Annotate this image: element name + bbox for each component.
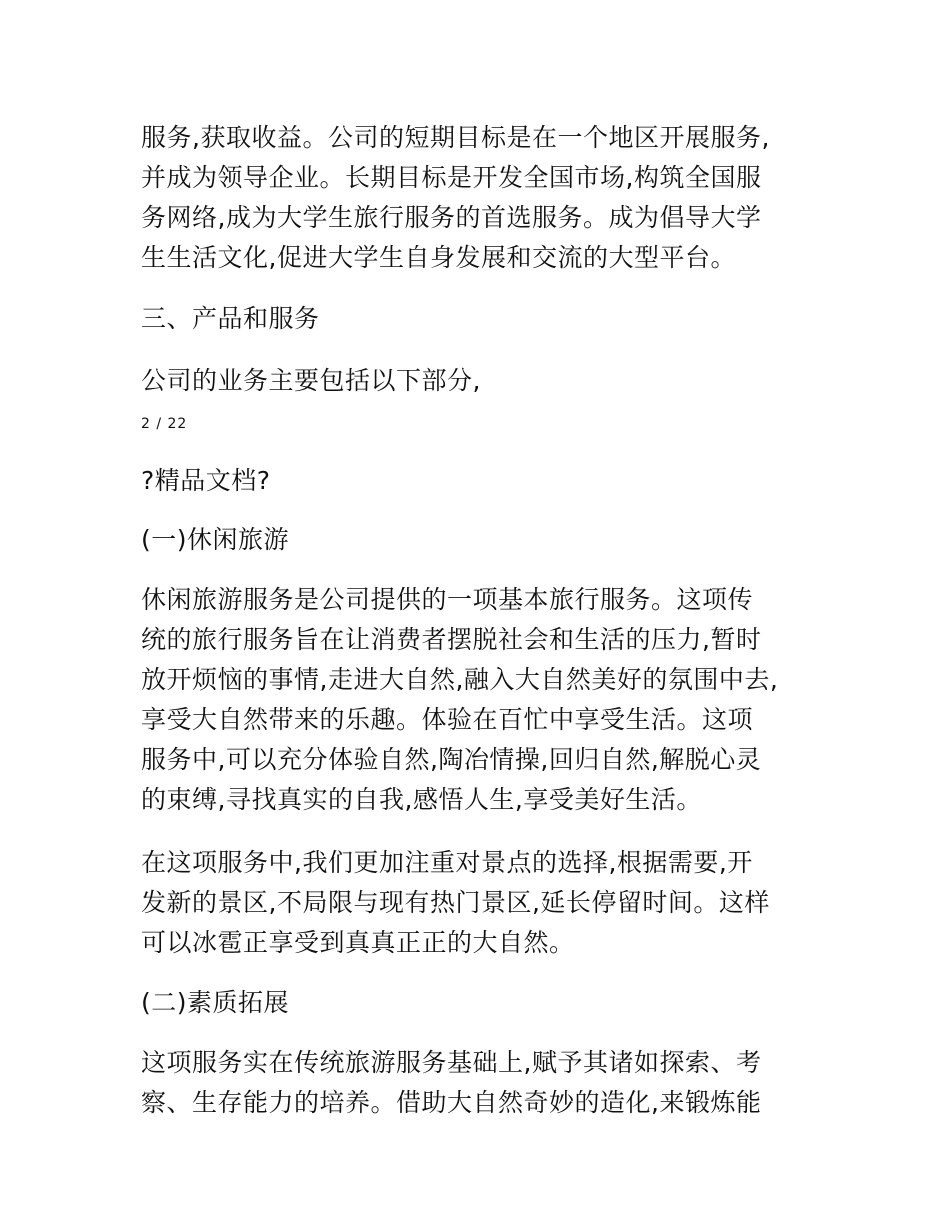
text-line: 服务,获取收益。公司的短期目标是在一个地区开展服务, [141, 123, 770, 152]
text-line: 务网络,成为大学生旅行服务的首选服务。成为倡导大学 [141, 203, 762, 232]
text-line: 休闲旅游服务是公司提供的一项基本旅行服务。这项传 [141, 585, 754, 614]
text-line: 放开烦恼的事情,走进大自然,融入大自然美好的氛围中去, [141, 665, 779, 694]
text-line: 并成为领导企业。长期目标是开发全国市场,构筑全国服 [141, 163, 762, 192]
paragraph-business-intro [141, 361, 821, 401]
document-label [141, 461, 821, 501]
text-line: 在这项服务中,我们更加注重对景点的选择,根据需要,开 [141, 848, 753, 877]
text-line: 统的旅行服务旨在让消费者摆脱社会和生活的压力,暂时 [141, 625, 762, 654]
paragraph-leisure-body-2 [141, 843, 821, 963]
text-line: 公司的业务主要包括以下部分, [141, 366, 481, 395]
page-number: 2 / 22 [141, 416, 188, 432]
text-line: 这项服务实在传统旅游服务基础上,赋予其诸如探索、考 [141, 1048, 762, 1077]
text-line: 可以冰雹正享受到真真正正的大自然。 [141, 928, 575, 957]
text-line: 生生活文化,促进大学生自身发展和交流的大型平台。 [141, 243, 736, 272]
section-heading: 三、产品和服务 [141, 304, 320, 333]
subheading: (二)素质拓展 [141, 988, 290, 1017]
section-heading-products-services [141, 299, 821, 339]
subheading: (一)休闲旅游 [141, 525, 290, 554]
text-line: 察、生存能力的培养。借助大自然奇妙的造化,来锻炼能 [141, 1088, 762, 1117]
text-line: 的束缚,寻找真实的自我,感悟人生,享受美好生活。 [141, 785, 702, 814]
paragraph-leisure-body [141, 580, 821, 820]
text-line: ?精品文档? [141, 466, 271, 495]
text-line: 服务中,可以充分体验自然,陶冶情操,回归自然,解脱心灵 [141, 745, 762, 774]
paragraph-quality-body [141, 1043, 821, 1123]
subheading-quality-development [141, 983, 821, 1023]
text-line: 发新的景区,不局限与现有热门景区,延长停留时间。这样 [141, 888, 770, 917]
subheading-leisure-travel [141, 520, 821, 560]
paragraph-intro [141, 118, 821, 278]
text-line: 享受大自然带来的乐趣。体验在百忙中享受生活。这项 [141, 705, 754, 734]
